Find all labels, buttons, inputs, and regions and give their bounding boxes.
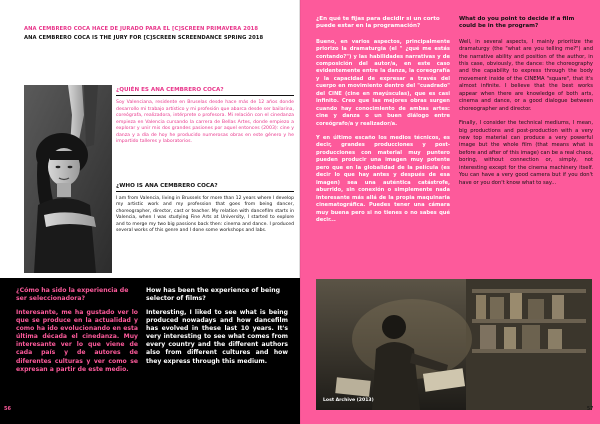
bio-spanish <box>116 87 294 146</box>
program-answer-spanish-p2: Y en último escaño los medios técnicos, es decir, grandes producciones y post-producciones con material muy puntero pueden producir una imagen muy potente pero que en la globalidad de la película (es decir lo que hay antes y después de esa imagen) sea una auténtica catástrofe, aburrido, sin conexión o simplemente nada interesante más allá de la propia maquinaria cinematográfica. Puedes tener una cámara muy buena pero si no tienes o no sabes qué decir... <box>316 135 450 224</box>
article-header <box>24 26 290 41</box>
header-spanish: ANA CEMBRERO COCA HACE DE JURADO PARA EL [C]SCREEN PRIMAVERA 2018 <box>24 26 259 32</box>
program-question-spanish: ¿En qué te fijas para decidir si un corto puede estar en la programación? <box>316 16 440 30</box>
program-question-english-col <box>459 16 593 194</box>
program-answer-english-p1: Well, in several aspects, I mainly prioritize the dramaturgy (the "what are you telling me?") and the narrative ability and position of the author, in this case, obviously, the dance: the choreography and the capability to express through the body movement inside of the CINEMA "square", that it's almost infinite. I believe that the best works appear when there are knowledge of both arts, cinema and dance, or a good dialogue between choreographer and director. <box>459 38 593 112</box>
page-number-right: 57 <box>587 406 594 412</box>
program-question-spanish-col <box>316 16 450 231</box>
bio-english <box>116 183 294 234</box>
page-number-left: 56 <box>4 406 11 412</box>
portrait-photo <box>24 85 112 273</box>
selector-question-english-col <box>146 287 288 366</box>
bio-spanish-text: Soy Valenciana, residente en Bruselas desde hace más de 12 años donde desarrollo mi trabajo artístico y mi profesión que abarca desde ser bailarina, coreógrafa, realizadora, intérprete o profesora. Mi relación con el cinedanza empieza en Valencia cursando la carrera de Bellas Artes, donde empiezo a explorar y unir mis dos grandes pasiones por aquel entonces (2003): cine y danza y a día de hoy he producido numerosas obras en este género y he impartido talleres y laboratorios. <box>116 100 294 144</box>
program-question-english: What do you point to decide if a film could be in the program? <box>459 16 575 30</box>
selector-answer-spanish: Interesante, me ha gustado ver lo que se produce en la actualidad y como ha ido evolucionando en esta última década el cinedanza. Muy interesante ver lo que viene de cada país y de autores de diferentes culturas y ver como se expresan a partir de este medio. <box>16 309 138 373</box>
selector-answer-english: Interesting, I liked to see what is being produced nowadays and how dancefilm has evolved in these last 10 years. It's very interesting to see what comes from every country and the different authors also from different cultures and how they express through this medium. <box>146 309 288 365</box>
selector-question-english: How has been the experience of being selector of films? <box>146 287 281 302</box>
selector-question-spanish-col <box>16 287 138 374</box>
header-english: ANA CEMBRERO COCA IS THE JURY FOR [C]SCREEN SCREENDANCE SPRING 2018 <box>24 35 264 41</box>
bio-spanish-title: ¿QUIÉN ES ANA CEMBRERO COCA? <box>116 87 224 93</box>
film-still <box>316 279 592 410</box>
bio-english-title: ¿WHO IS ANA CEMBRERO COCA? <box>116 183 218 189</box>
film-still-illustration <box>316 279 592 410</box>
bio-english-text: I am from Valencia, living in Brussels for more than 12 years where I develop my artistic work and my profession that goes from being dancer, choreographer, director, cast or teacher. My relation with dancefilm starts in Valencia, when I was studying Fine Arts at University, I started to explore and to merge my two big passions back then: cinema and dance. I produced several works of this genre and I done some workshops and labs. <box>116 196 294 234</box>
divider <box>116 95 294 96</box>
selector-question-spanish: ¿Cómo ha sido la experiencia de ser seleccionadora? <box>16 287 129 302</box>
program-answer-spanish <box>316 39 450 225</box>
portrait-illustration <box>24 85 112 273</box>
program-answer-english <box>459 39 593 188</box>
program-answer-spanish-p1: Bueno, en varios aspectos, principalmente priorizo la dramaturgia (el " ¿qué me estás contando?") y las habilidades narrativas y de composición del autor/a, en este caso evidentemente entre la danza, la coreografía y la capacidad de expresar a través del cuerpo en movimiento dentro del "cuadrado" del CINE (cine en mayúsculas), que es casi infinito. Creo que las mejores obras surgen cuando hay conocimiento de ambas artes: cine y danza o un buen diálogo entre coreógrafo/a y realizador/a. <box>316 38 450 127</box>
divider <box>116 191 294 192</box>
program-answer-english-p2: Finally, I consider the technical mediums, I mean, big productions and post-production with a very new top material can produce a very powerful image but the whole film (that means what is before and after of this image) can be a real chaos, boring, without connection or, simply, not interesting except for the cinema machinery itself. You can have a very good camera but if you don't have or you don't know what to say... <box>459 120 593 186</box>
film-still-caption: Lost Archive (2013) <box>323 398 374 403</box>
